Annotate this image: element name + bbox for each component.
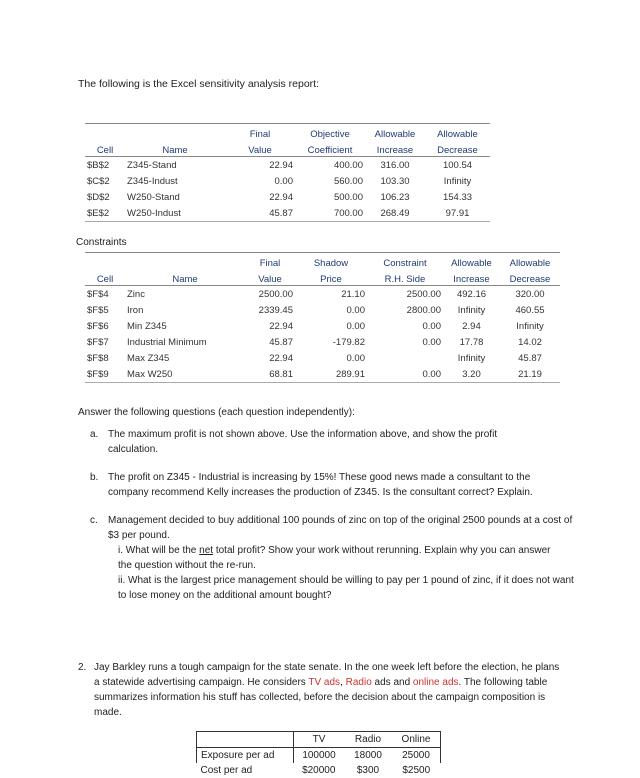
question-2-marker: 2. <box>78 662 87 673</box>
table-cell: $F$7 <box>87 336 109 348</box>
tv-ads-text: TV ads <box>308 677 341 688</box>
col-header: Online <box>392 732 441 748</box>
question-2-text <box>94 660 564 720</box>
radio-text: Radio <box>345 677 372 688</box>
table-cell: 21.10 <box>341 288 365 300</box>
col-header: Decrease <box>425 140 490 157</box>
col-header: Final <box>225 124 295 141</box>
question-b: The profit on Z345 - Industrial is increasing by 15%! These good news made a consultant to the company recommend Kelly increases the production of Z345. Is the consultant correct? Explain. <box>108 472 533 498</box>
table-cell: 289.91 <box>295 366 367 383</box>
table-cell: 97.91 <box>425 205 490 222</box>
header-row <box>85 124 490 141</box>
table-cell: Iron <box>127 304 144 316</box>
col-header: Decrease <box>500 269 560 286</box>
table-cell: 500.00 <box>333 191 363 203</box>
table-cell: W250-Indust <box>125 205 225 222</box>
question-a: The maximum profit is not shown above. Use the information above, and show the profit calculation. <box>108 429 498 455</box>
table-cell: 268.49 <box>365 205 425 222</box>
table-cell: W250-Stand <box>127 191 180 203</box>
constraints-table <box>85 252 560 383</box>
table-cell: Industrial Minimum <box>127 336 207 348</box>
ads-row <box>197 763 441 778</box>
table-cell: 45.87 <box>269 336 293 348</box>
col-header: Cell <box>85 269 125 286</box>
col-header: Price <box>295 269 367 286</box>
table-cell: 400.00 <box>333 159 363 171</box>
table-cell: -179.82 <box>332 336 365 348</box>
table-cell: $F$8 <box>87 352 109 364</box>
table-cell: 0.00 <box>422 336 441 348</box>
constraints-label: Constraints <box>76 237 127 248</box>
table-cell: 460.55 <box>515 304 545 316</box>
table-cell: 560.00 <box>333 175 363 187</box>
table-cell: 316.00 <box>380 159 410 171</box>
col-header: Increase <box>365 140 425 157</box>
question-c: Management decided to buy additional 100 pounds of zinc on top of the original 2500 pounds at a cost of $3 per pound. <box>108 515 573 541</box>
table-cell: 17.78 <box>459 336 484 348</box>
intro-text: The following is the Excel sensitivity analysis report: <box>78 78 320 90</box>
table-cell: 0.00 <box>422 320 441 332</box>
table-cell: 2500.00 <box>258 288 293 300</box>
col-header: Shadow <box>295 253 367 270</box>
table-cell: 21.19 <box>500 366 560 383</box>
text: i. What will be the <box>118 545 200 556</box>
table-cell: 106.23 <box>380 191 410 203</box>
header-row <box>85 269 560 286</box>
table-row <box>85 173 490 189</box>
table-cell: 2339.45 <box>258 304 293 316</box>
ads-header-row <box>197 732 441 748</box>
online-ads-text: online ads <box>412 677 459 688</box>
table-cell: 68.81 <box>245 366 295 383</box>
table-cell: Z345-Stand <box>127 159 177 171</box>
table-cell: 0.00 <box>367 366 443 383</box>
cell: 25000 <box>392 748 441 764</box>
table-cell: 22.94 <box>269 352 293 364</box>
ads-table <box>196 731 441 778</box>
table-row <box>85 205 490 222</box>
question-a-marker: a. <box>90 429 99 440</box>
table-cell: Infinity <box>443 175 472 187</box>
table-cell: 22.94 <box>269 191 293 203</box>
table-cell: Min Z345 <box>127 320 167 332</box>
table-cell: 154.33 <box>442 191 473 203</box>
empty-cell <box>197 732 294 748</box>
row-label: Cost per ad <box>200 765 253 776</box>
variable-cells-table <box>85 123 490 222</box>
col-header: Name <box>125 269 245 286</box>
col-header: Objective <box>295 124 365 141</box>
table-row <box>85 157 490 174</box>
table-row <box>85 286 560 303</box>
table-row <box>85 318 560 334</box>
table-cell: $F$4 <box>87 288 109 300</box>
table-cell: 492.16 <box>456 288 487 300</box>
col-header: Coefficient <box>295 140 365 157</box>
table-cell: Infinity <box>516 320 544 332</box>
table-cell: $F$6 <box>87 320 109 332</box>
table-cell: 700.00 <box>295 205 365 222</box>
text: ads and <box>371 677 413 688</box>
table-cell <box>367 350 443 366</box>
table-cell: $F$5 <box>87 304 109 316</box>
table-cell: 22.94 <box>269 159 293 171</box>
header-row <box>85 253 560 270</box>
questions-lead: Answer the following questions (each question independently): <box>78 407 355 418</box>
table-row <box>85 189 490 205</box>
table-cell: $D$2 <box>87 191 110 203</box>
col-header: TV <box>294 732 345 748</box>
table-cell: 0.00 <box>346 304 365 316</box>
table-cell: 3.20 <box>443 366 500 383</box>
question-b-marker: b. <box>90 472 99 483</box>
question-c-marker: c. <box>90 515 98 526</box>
cell: 18000 <box>344 748 392 764</box>
table-cell: 2800.00 <box>406 304 441 316</box>
col-header: Allowable <box>443 253 500 270</box>
col-header: Allowable <box>365 124 425 141</box>
table-row <box>85 302 560 318</box>
question-c-ii: ii. What is the largest price management should be willing to pay per 1 pound of zinc, if it does not want to lose money on the additional amount bought? <box>118 575 574 601</box>
col-header: Radio <box>344 732 392 748</box>
table-cell: 103.30 <box>380 175 410 187</box>
cell: $300 <box>356 765 380 776</box>
col-header: Value <box>225 140 295 157</box>
cell: 100000 <box>294 748 345 764</box>
table-cell: $C$2 <box>87 175 110 187</box>
cell: $20000 <box>302 765 336 776</box>
table-cell: 22.94 <box>269 320 293 332</box>
col-header: Final <box>245 253 295 270</box>
table-cell: 0.00 <box>274 175 293 187</box>
table-cell: 45.87 <box>225 205 295 222</box>
col-header: Allowable <box>500 253 560 270</box>
table-cell: Zinc <box>127 288 145 300</box>
table-cell: Max W250 <box>125 366 245 383</box>
question-c-i <box>118 543 558 573</box>
cell: $2500 <box>402 765 431 776</box>
col-header: Increase <box>443 269 500 286</box>
row-label: Exposure per ad <box>197 748 294 764</box>
table-cell: $E$2 <box>85 205 125 222</box>
underlined-text: net <box>199 545 214 556</box>
table-cell: Z345-Indust <box>127 175 178 187</box>
table-cell: 2.94 <box>462 320 481 332</box>
header-row <box>85 140 490 157</box>
col-header: Cell <box>85 140 125 157</box>
text: Jay Barkley runs a tough campaign for the state senate. In the one week left before the election, he plans a statewide advertising campaign. He considers <box>94 662 560 688</box>
table-cell: 0.00 <box>346 352 365 364</box>
table-cell: $F$9 <box>85 366 125 383</box>
table-row <box>85 350 560 366</box>
table-cell: 100.54 <box>442 159 473 171</box>
table-row <box>85 366 560 383</box>
col-header: Name <box>125 140 225 157</box>
table-cell: Infinity <box>457 304 486 316</box>
table-cell: Infinity <box>457 352 486 364</box>
text: , <box>340 677 346 688</box>
table-cell: 2500.00 <box>406 288 441 300</box>
ads-row <box>197 748 441 764</box>
table-cell: 45.87 <box>518 352 542 364</box>
table-cell: 0.00 <box>346 320 365 332</box>
text: total profit? Show your work without rerunning. Explain why you can answer the question without the re-run. <box>118 545 551 571</box>
text: . The following table summarizes information his stuff has collected, before the decision about the campaign composition is made. <box>94 677 548 718</box>
col-header: Value <box>245 269 295 286</box>
table-row <box>85 334 560 350</box>
table-cell: $B$2 <box>87 159 110 171</box>
col-header: R.H. Side <box>367 269 443 286</box>
table-cell: 14.02 <box>518 336 542 348</box>
table-cell: Max Z345 <box>127 352 170 364</box>
col-header: Allowable <box>425 124 490 141</box>
col-header: Constraint <box>367 253 443 270</box>
table-cell: 320.00 <box>515 288 545 300</box>
